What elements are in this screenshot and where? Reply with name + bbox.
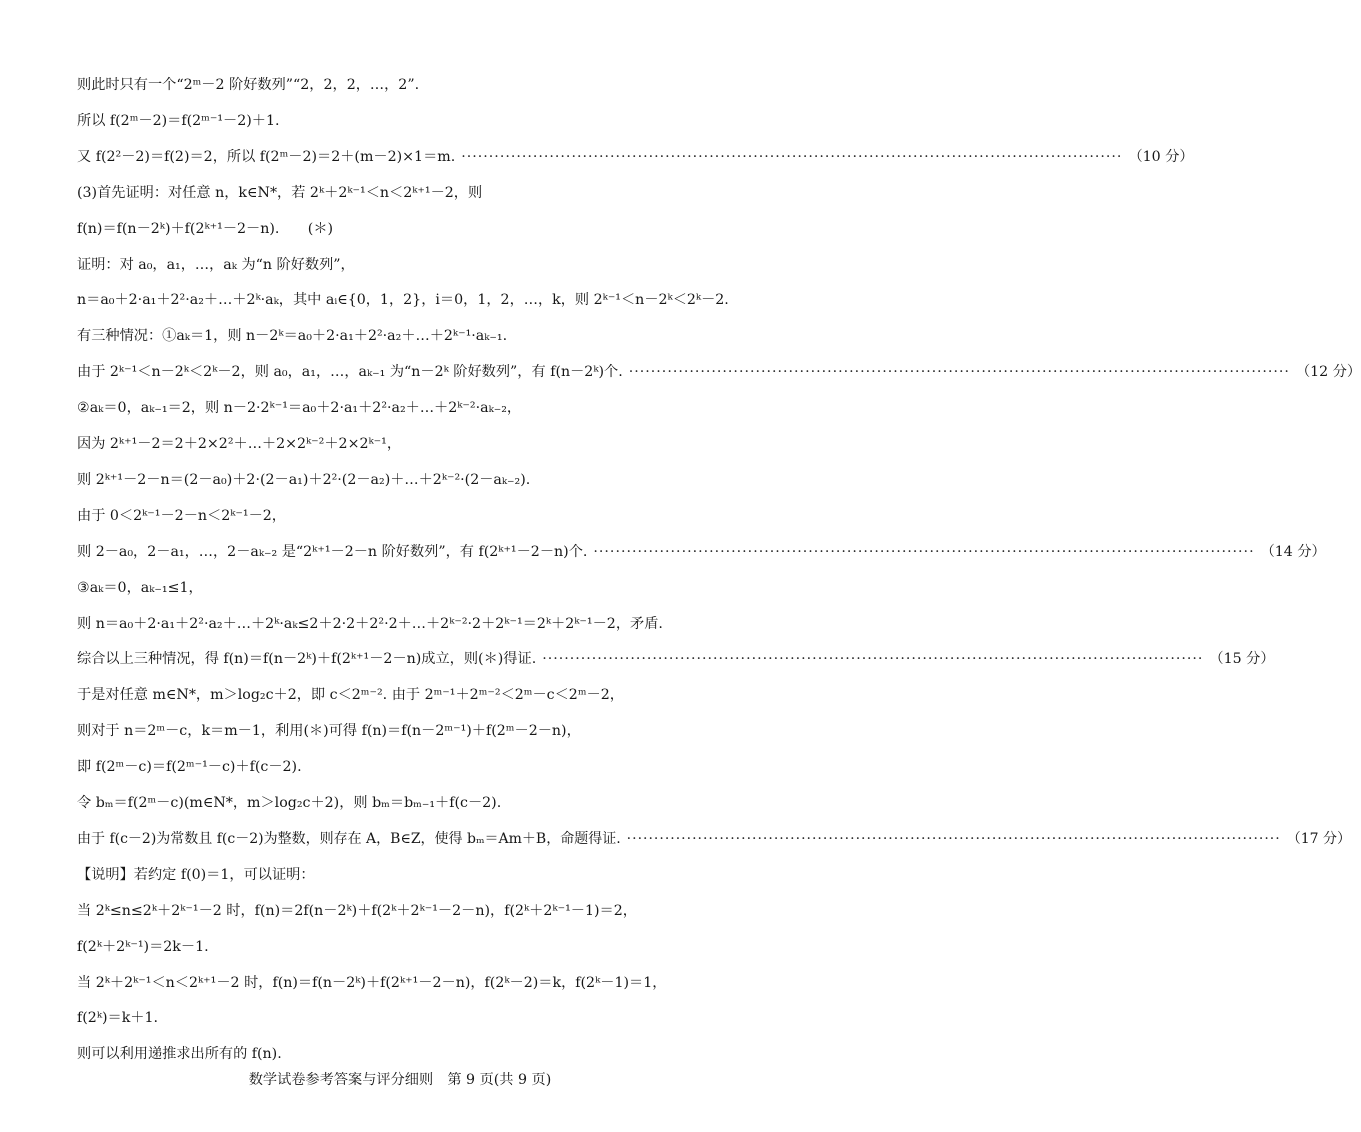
line-text: 则此时只有一个“2ᵐ－2 阶好数列”“2，2，2，…，2”.	[77, 77, 420, 93]
line-text: 当 2ᵏ≤n≤2ᵏ＋2ᵏ⁻¹－2 时，f(n)＝2f(n－2ᵏ)＋f(2ᵏ＋2ᵏ⁻¹－2－n)，f(2ᵏ＋2ᵏ⁻¹－1)＝2，	[77, 903, 637, 919]
leader-dots: ························································································································	[593, 544, 1255, 560]
scored-solution-line	[77, 147, 1194, 167]
line-text: 由于 f(c－2)为常数且 f(c－2)为整数，则存在 A，B∈Z，使得 bₘ＝Am＋B，命题得证.	[77, 831, 621, 847]
line-text: 则对于 n＝2ᵐ－c，k＝m－1，利用(＊)可得 f(n)＝f(n－2ᵐ⁻¹)＋f(2ᵐ－2－n)，	[77, 723, 581, 739]
line-text: ②aₖ＝0，aₖ₋₁＝2，则 n－2·2ᵏ⁻¹＝a₀＋2·a₁＋2²·a₂＋…＋2ᵏ⁻²·aₖ₋₂，	[77, 400, 522, 416]
solution-line	[77, 901, 722, 921]
score-mark: （17 分）	[1286, 831, 1351, 847]
solution-line	[77, 326, 722, 346]
solution-line	[77, 757, 722, 777]
solution-line	[77, 937, 722, 957]
line-text: 因为 2ᵏ⁺¹－2＝2＋2×2²＋…＋2×2ᵏ⁻²＋2×2ᵏ⁻¹，	[77, 436, 402, 452]
scored-solution-line	[77, 829, 1351, 849]
solution-line	[77, 75, 722, 95]
leader-dots: ························································································································	[626, 831, 1281, 847]
leader-dots: ························································································································	[542, 651, 1204, 667]
solution-line	[77, 434, 722, 454]
solution-line	[77, 1044, 722, 1064]
solution-line	[77, 506, 722, 526]
line-text: 令 bₘ＝f(2ᵐ－c)(m∈N*，m＞log₂c＋2)，则 bₘ＝bₘ₋₁＋f(c－2).	[77, 795, 502, 811]
score-mark: （14 分）	[1260, 544, 1326, 560]
line-text: 【说明】若约定 f(0)＝1，可以证明：	[77, 867, 315, 883]
solution-line	[77, 614, 722, 634]
solution-line	[77, 183, 722, 203]
solution-line	[77, 973, 722, 993]
solution-line	[77, 721, 722, 741]
line-text: 即 f(2ᵐ－c)＝f(2ᵐ⁻¹－c)＋f(c－2).	[77, 759, 302, 775]
line-text: 由于 0＜2ᵏ⁻¹－2－n＜2ᵏ⁻¹－2，	[77, 508, 286, 524]
solution-line	[77, 793, 722, 813]
line-text: f(n)＝f(n－2ᵏ)＋f(2ᵏ⁺¹－2－n). (＊)	[77, 221, 334, 237]
score-mark: （15 分）	[1209, 651, 1275, 667]
scored-solution-line	[77, 649, 1275, 669]
line-text: 则 n＝a₀＋2·a₁＋2²·a₂＋…＋2ᵏ·aₖ≤2＋2·2＋2²·2＋…＋2ᵏ⁻²·2＋2ᵏ⁻¹＝2ᵏ＋2ᵏ⁻¹－2，矛盾.	[77, 616, 663, 632]
line-text: 所以 f(2ᵐ－2)＝f(2ᵐ⁻¹－2)＋1.	[77, 113, 280, 129]
line-text: 于是对任意 m∈N*，m＞log₂c＋2，即 c＜2ᵐ⁻². 由于 2ᵐ⁻¹＋2ᵐ⁻²＜2ᵐ－c＜2ᵐ－2，	[77, 687, 624, 703]
score-mark: （12 分）	[1295, 364, 1361, 380]
solution-line	[77, 290, 729, 310]
solution-line	[77, 219, 722, 239]
line-text: 则 2ᵏ⁺¹－2－n＝(2－a₀)＋2·(2－a₁)＋2²·(2－a₂)＋…＋2ᵏ⁻²·(2－aₖ₋₂).	[77, 472, 531, 488]
scored-solution-line	[77, 362, 1361, 382]
leader-dots: ························································································································	[461, 149, 1123, 165]
leader-dots: ························································································································	[628, 364, 1290, 380]
line-text: f(2ᵏ＋2ᵏ⁻¹)＝2k－1.	[77, 939, 209, 955]
page-footer: 数学试卷参考答案与评分细则 第 9 页(共 9 页)	[248, 1072, 552, 1088]
line-text: 由于 2ᵏ⁻¹＜n－2ᵏ＜2ᵏ－2，则 a₀，a₁，…，aₖ₋₁ 为“n－2ᵏ 阶好数列”，有 f(n－2ᵏ)个.	[77, 364, 623, 380]
scored-solution-line	[77, 542, 1326, 562]
line-text: 当 2ᵏ＋2ᵏ⁻¹＜n＜2ᵏ⁺¹－2 时，f(n)＝f(n－2ᵏ)＋f(2ᵏ⁺¹－2－n)，f(2ᵏ－2)＝k，f(2ᵏ－1)＝1，	[77, 975, 667, 991]
solution-line	[77, 111, 722, 131]
line-text: f(2ᵏ)＝k＋1.	[77, 1010, 159, 1026]
line-text: n＝a₀＋2·a₁＋2²·a₂＋…＋2ᵏ·aₖ，其中 aᵢ∈{0，1，2}，i＝0，1，2，…，k，则 2ᵏ⁻¹＜n－2ᵏ＜2ᵏ－2.	[77, 292, 729, 308]
solution-line	[77, 865, 722, 885]
line-text: 则 2－a₀，2－a₁，…，2－aₖ₋₂ 是“2ᵏ⁺¹－2－n 阶好数列”，有 f(2ᵏ⁺¹－2－n)个.	[77, 544, 588, 560]
line-text: ③aₖ＝0，aₖ₋₁≤1，	[77, 580, 203, 596]
solution-line	[77, 470, 722, 490]
solution-line	[77, 1008, 722, 1028]
solution-line	[77, 255, 722, 275]
line-text: 综合以上三种情况，得 f(n)＝f(n－2ᵏ)＋f(2ᵏ⁺¹－2－n)成立，则(＊)得证.	[77, 651, 537, 667]
line-text: (3)首先证明：对任意 n，k∈N*，若 2ᵏ＋2ᵏ⁻¹＜n＜2ᵏ⁺¹－2，则	[77, 185, 483, 201]
line-text: 有三种情况：①aₖ＝1，则 n－2ᵏ＝a₀＋2·a₁＋2²·a₂＋…＋2ᵏ⁻¹·aₖ₋₁.	[77, 328, 508, 344]
solution-line	[77, 578, 722, 598]
line-text: 证明：对 a₀，a₁，…，aₖ 为“n 阶好数列”，	[77, 257, 355, 273]
solution-line	[77, 685, 722, 705]
line-text: 又 f(2²－2)＝f(2)＝2，所以 f(2ᵐ－2)＝2＋(m－2)×1＝m.	[77, 149, 456, 165]
solution-line	[77, 398, 722, 418]
line-text: 则可以利用递推求出所有的 f(n).	[77, 1046, 282, 1062]
score-mark: （10 分）	[1128, 149, 1194, 165]
